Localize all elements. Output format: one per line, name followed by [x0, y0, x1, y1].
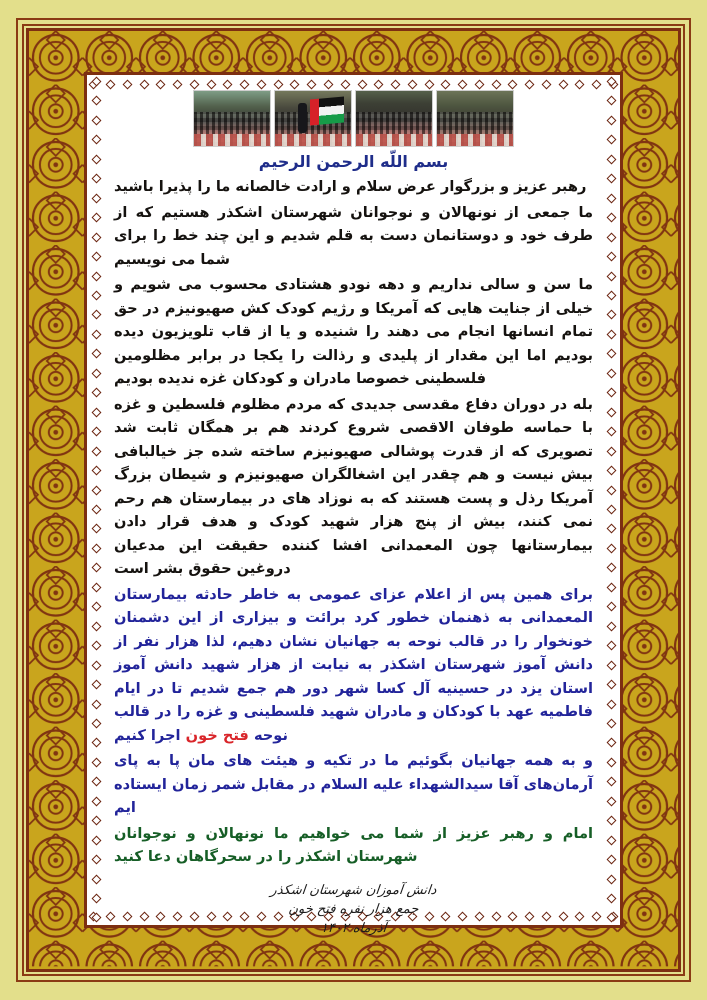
- signature-line-event: جمع هزار نفره فتح خون: [287, 901, 420, 917]
- paragraph-gathering: [114, 583, 593, 748]
- paragraph-alaqsa-flood: بله در دوران دفاع مقدسی جدیدی که مردم مظلوم فلسطین و غزه با حماسه طوفان الاقصی شروع کردند هم بر همگان ثابت شد تصویری که از قدرت پوشالی صهیونیزم ساخته شده جز خیالبافی بیش نیست و هم چقدر این اشغالگران صهیونیزم و شیطان بزرگ آمریکا رذل و پست هستند که به نوزاد های در بیمارستان هم رحم نمی کنند، بیش از پنج هزار شهید کودک و هدف قرار دادن بیمارستانها چون المعمدانی افشا کننده حقیقت این مدعیان دروغین حقوق بشر است: [114, 395, 593, 577]
- photo-large-hall-gathering: [193, 90, 271, 147]
- nohe-title-highlight: فتح خون: [185, 726, 249, 744]
- letter-sheet: [88, 76, 619, 936]
- photo-strip: [106, 90, 601, 147]
- photo-crowd-of-students: [355, 90, 433, 147]
- letter-body: [106, 175, 601, 871]
- paragraph-gathering-text-before: برای همین پس از اعلام عزای عمومی به خاطر حادثه بیمارستان المعمدانی به ذهنمان خطور کرد برائت و بیزاری از این دشمنان خونخوار را در قالب نوحه به جهانیان نشان دهیم، لذا هزار نفر از دانش آموز شهرستان اشکذر به نیابت از هزار شهید دانش آموز استان یزد در حسینیه آل کسا شهر دور هم جمع شدیم تا در ایام فاطمیه عهد با کودکان و مادران شهید فلسطینی و غزه را در قالب نوحه: [114, 585, 593, 744]
- signature-block: [106, 881, 601, 938]
- bismillah-heading: بسم اللّه الرحمن الرحیم: [258, 152, 449, 171]
- letter-content: [106, 88, 601, 936]
- signature-line-authors: دانش آموزان شهرستان اشکذر: [269, 882, 438, 898]
- paragraph-declaration: و به همه جهانیان بگوئیم ما در تکیه و هیئت های مان پا به پای آرمان‌های آقا سیدالشهداء علیه السلام در مقابل شمر زمان ایستاده ایم: [114, 752, 593, 816]
- paragraph-greeting: رهبر عزیز و بزرگوار عرض سلام و ارادت خالصانه ما را پذیرا باشید: [114, 178, 587, 195]
- dotted-rail-left: [90, 78, 102, 922]
- dotted-rail-right: [605, 78, 617, 922]
- paragraph-request-for-prayer: امام و رهبر عزیز از شما می خواهیم ما نونهالان و نوجوانان شهرستان اشکذر را در سحرگاهان دعا کنید: [114, 824, 593, 865]
- palestinian-flag-icon: [310, 96, 344, 125]
- photo-boy-with-palestinian-flag: [274, 90, 352, 147]
- signature-line-date: آذرماه ۱۴۰۲: [319, 920, 388, 936]
- paragraph-gathering-text-after: اجرا کنیم: [114, 726, 186, 744]
- photo-student-holding-poster: [436, 90, 514, 147]
- paragraph-introduction: ما جمعی از نونهالان و نوجوانان شهرستان اشکذر هستیم که از طرف خود و دوستانمان دست به قلم شدیم و این چند خط را برای شما می نویسیم: [114, 203, 593, 268]
- paragraph-generation: ما سن و سالی نداریم و دهه نودو هشتادی محسوب می شویم و خیلی از جنایت هایی که آمریکا و رژیم کودک کش صهیونیزم در حق تمام انسانها انجام می دهند را شنیده و یا از قاب تلویزیون دیده بودیم اما این مقدار از پلیدی و رذالت را یکجا در برابر مظلومین فلسطینی خصوصا مادران و کودکان غزه ندیده بودیم: [114, 276, 593, 387]
